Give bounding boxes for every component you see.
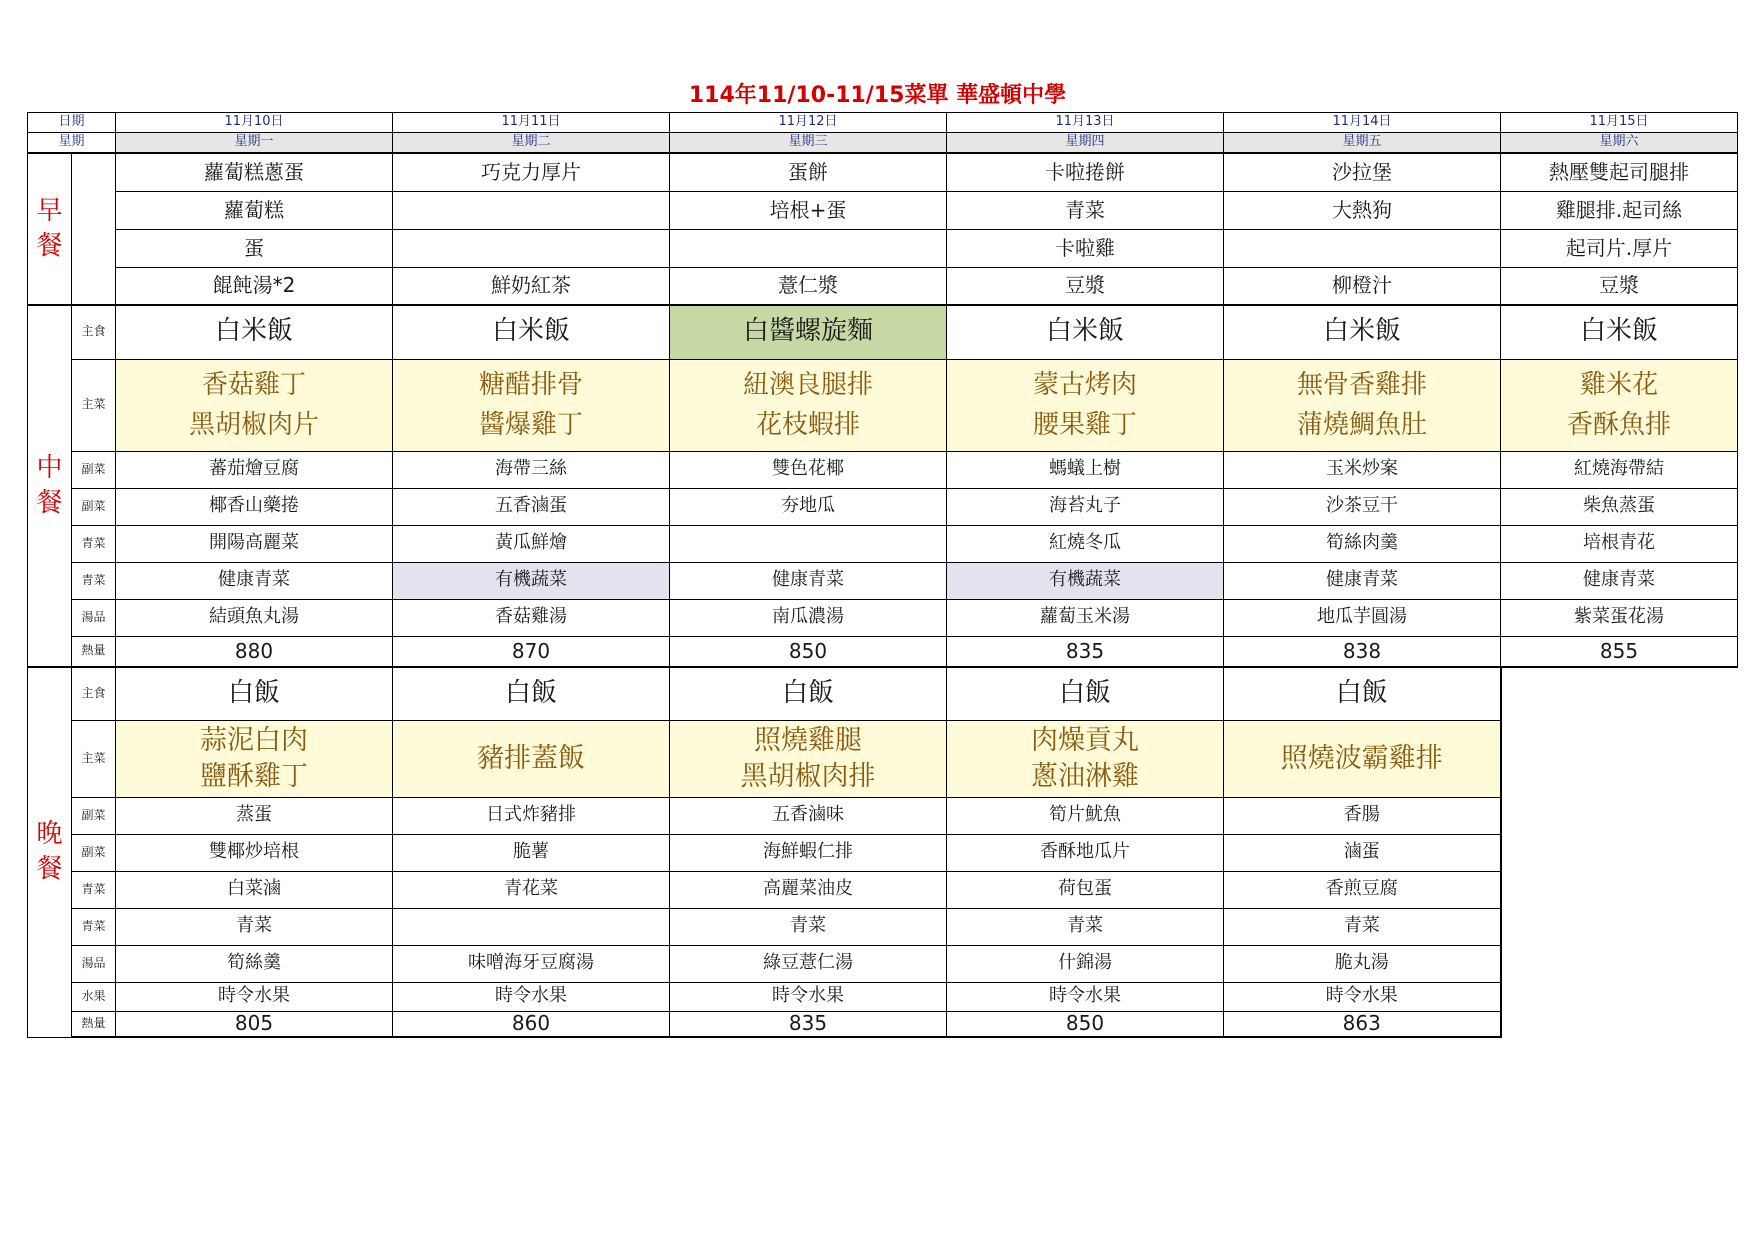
dinner-item: 白飯 (670, 667, 947, 720)
dinner-item: 脆薯 (393, 834, 670, 871)
dinner-item: 香酥地瓜片 (947, 834, 1224, 871)
breakfast-item: 卡啦捲餅 (947, 153, 1224, 191)
lunch-item: 玉米炒案 (1224, 451, 1501, 488)
dinner-item: 脆丸湯 (1224, 945, 1501, 982)
breakfast-item: 青菜 (947, 191, 1224, 229)
lunch-item: 地瓜芋圓湯 (1224, 599, 1501, 636)
dinner-item: 什錦湯 (947, 945, 1224, 982)
lunch-main-dish (393, 359, 670, 451)
dinner-main-dish (1224, 720, 1501, 797)
dinner-item: 時令水果 (393, 982, 670, 1011)
lunch-main-dish (670, 359, 947, 451)
main-dish-line: 黑胡椒肉片 (188, 410, 319, 440)
dinner-item: 荷包蛋 (947, 871, 1224, 908)
lunch-item: 五香滷蛋 (393, 488, 670, 525)
dinner-row-label: 熱量 (72, 1011, 116, 1037)
lunch-main-dish (1501, 359, 1738, 451)
lunch-item: 海帶三絲 (393, 451, 670, 488)
lunch-label-text: 中 餐 (36, 452, 63, 518)
breakfast-item: 蘿蔔糕蔥蛋 (116, 153, 393, 191)
dinner-item: 青菜 (1224, 908, 1501, 945)
breakfast-item (393, 191, 670, 229)
breakfast-item: 豆漿 (1501, 267, 1738, 305)
lunch-item (670, 525, 947, 562)
main-dish-line: 無骨香雞排 (1296, 369, 1427, 400)
lunch-main-dish (1224, 359, 1501, 451)
main-dish-line: 蒜泥白肉 (200, 725, 308, 757)
dinner-item: 日式炸豬排 (393, 797, 670, 834)
dinner-row-label: 主菜 (72, 720, 116, 797)
breakfast-label-text: 早 餐 (36, 195, 63, 261)
breakfast-label (28, 153, 72, 305)
dinner-row-label: 湯品 (72, 945, 116, 982)
lunch-item: 黃瓜鮮燴 (393, 525, 670, 562)
breakfast-item: 豆漿 (947, 267, 1224, 305)
lunch-item: 白米飯 (947, 305, 1224, 359)
dinner-item: 863 (1224, 1011, 1501, 1037)
dinner-main-dish (116, 720, 393, 797)
lunch-item: 白米飯 (116, 305, 393, 359)
weekday-cell: 星期六 (1501, 133, 1738, 154)
lunch-row-label: 主食 (72, 305, 116, 359)
breakfast-item (393, 229, 670, 267)
dinner-row-label: 副菜 (72, 797, 116, 834)
breakfast-sublabel-blank (72, 153, 116, 305)
lunch-item: 椰香山藥捲 (116, 488, 393, 525)
main-dish-line: 蔥油淋雞 (1031, 760, 1139, 792)
dinner-item: 海鮮蝦仁排 (670, 834, 947, 871)
dinner-item: 時令水果 (670, 982, 947, 1011)
breakfast-item: 鮮奶紅茶 (393, 267, 670, 305)
lunch-item: 蘿蔔玉米湯 (947, 599, 1224, 636)
dinner-item: 味噌海牙豆腐湯 (393, 945, 670, 982)
dinner-item: 滷蛋 (1224, 834, 1501, 871)
dinner-item: 青花菜 (393, 871, 670, 908)
dinner-row-label: 主食 (72, 667, 116, 720)
lunch-item: 雙色花椰 (670, 451, 947, 488)
main-dish-line: 蒲燒鯛魚肚 (1296, 410, 1427, 440)
dinner-item: 雙椰炒培根 (116, 834, 393, 871)
lunch-row-label: 副菜 (72, 488, 116, 525)
main-dish-line: 蒙古烤肉 (1032, 369, 1137, 400)
date-cell: 11月14日 (1224, 113, 1501, 133)
dinner-empty-saturday (1501, 834, 1738, 871)
dinner-empty-saturday (1501, 797, 1738, 834)
dinner-empty-saturday (1501, 667, 1738, 720)
breakfast-item: 薏仁漿 (670, 267, 947, 305)
dinner-empty-saturday (1501, 871, 1738, 908)
main-dish-line: 黑胡椒肉排 (740, 760, 876, 792)
lunch-item: 筍絲肉羹 (1224, 525, 1501, 562)
main-dish-line: 雞米花 (1579, 369, 1658, 400)
lunch-row-label: 青菜 (72, 525, 116, 562)
breakfast-item (1224, 229, 1501, 267)
lunch-item: 健康青菜 (1501, 562, 1738, 599)
lunch-item: 南瓜濃湯 (670, 599, 947, 636)
dinner-item: 860 (393, 1011, 670, 1037)
lunch-row-label: 熱量 (72, 636, 116, 667)
weekday-header-label: 星期 (28, 133, 116, 154)
lunch-item: 健康青菜 (1224, 562, 1501, 599)
main-dish-line: 糖醋排骨 (478, 369, 583, 400)
lunch-item: 有機蔬菜 (947, 562, 1224, 599)
main-dish-line: 香菇雞丁 (201, 369, 306, 400)
dinner-item: 時令水果 (1224, 982, 1501, 1011)
lunch-item: 白米飯 (1501, 305, 1738, 359)
lunch-row-label: 湯品 (72, 599, 116, 636)
breakfast-item: 餛飩湯*2 (116, 267, 393, 305)
lunch-item: 香菇雞湯 (393, 599, 670, 636)
dinner-item (393, 908, 670, 945)
lunch-item: 結頭魚丸湯 (116, 599, 393, 636)
lunch-row-label: 青菜 (72, 562, 116, 599)
lunch-item: 開陽高麗菜 (116, 525, 393, 562)
dinner-item: 筍絲羹 (116, 945, 393, 982)
lunch-item: 夯地瓜 (670, 488, 947, 525)
lunch-item: 柴魚蒸蛋 (1501, 488, 1738, 525)
dinner-item: 白飯 (116, 667, 393, 720)
breakfast-item: 卡啦雞 (947, 229, 1224, 267)
breakfast-item: 柳橙汁 (1224, 267, 1501, 305)
main-dish-line: 照燒雞腿 (754, 725, 862, 757)
dinner-label (28, 667, 72, 1037)
breakfast-item: 雞腿排.起司絲 (1501, 191, 1738, 229)
weekday-cell: 星期二 (393, 133, 670, 154)
main-dish-line: 鹽酥雞丁 (200, 760, 308, 792)
dinner-item: 高麗菜油皮 (670, 871, 947, 908)
date-cell: 11月10日 (116, 113, 393, 133)
lunch-item: 海苔丸子 (947, 488, 1224, 525)
dinner-item: 五香滷味 (670, 797, 947, 834)
weekday-cell: 星期三 (670, 133, 947, 154)
main-dish-line: 豬排蓋飯 (477, 742, 585, 774)
breakfast-item: 沙拉堡 (1224, 153, 1501, 191)
breakfast-item: 熱壓雙起司腿排 (1501, 153, 1738, 191)
lunch-item: 880 (116, 636, 393, 667)
lunch-item: 835 (947, 636, 1224, 667)
main-dish-line: 腰果雞丁 (1032, 410, 1137, 440)
dinner-item: 筍片魷魚 (947, 797, 1224, 834)
lunch-label (28, 305, 72, 667)
lunch-item: 有機蔬菜 (393, 562, 670, 599)
dinner-row-label: 青菜 (72, 871, 116, 908)
dinner-item: 青菜 (947, 908, 1224, 945)
lunch-item: 健康青菜 (116, 562, 393, 599)
dinner-item: 白飯 (393, 667, 670, 720)
main-dish-line: 照燒波霸雞排 (1280, 742, 1443, 774)
lunch-item: 螞蟻上樹 (947, 451, 1224, 488)
main-dish-line: 肉燥貢丸 (1031, 725, 1139, 757)
lunch-item: 850 (670, 636, 947, 667)
lunch-main-dish (116, 359, 393, 451)
dinner-item: 白菜滷 (116, 871, 393, 908)
breakfast-item: 巧克力厚片 (393, 153, 670, 191)
weekday-cell: 星期五 (1224, 133, 1501, 154)
lunch-row-label: 主菜 (72, 359, 116, 451)
date-header-label: 日期 (28, 113, 116, 133)
page-title: 114年11/10-11/15菜單 華盛頓中學 (688, 83, 1067, 108)
weekday-cell: 星期一 (116, 133, 393, 154)
dinner-item: 香腸 (1224, 797, 1501, 834)
dinner-item: 白飯 (1224, 667, 1501, 720)
dinner-item: 時令水果 (947, 982, 1224, 1011)
lunch-item: 沙茶豆干 (1224, 488, 1501, 525)
breakfast-item: 蛋餅 (670, 153, 947, 191)
dinner-empty-saturday (1501, 982, 1738, 1011)
dinner-item: 綠豆薏仁湯 (670, 945, 947, 982)
dinner-empty-saturday (1501, 908, 1738, 945)
menu-table (27, 112, 1738, 1038)
lunch-item: 紅燒冬瓜 (947, 525, 1224, 562)
dinner-row-label: 水果 (72, 982, 116, 1011)
lunch-item: 白米飯 (393, 305, 670, 359)
breakfast-item: 蛋 (116, 229, 393, 267)
breakfast-item: 起司片.厚片 (1501, 229, 1738, 267)
dinner-item: 850 (947, 1011, 1224, 1037)
dinner-empty-saturday (1501, 720, 1738, 797)
dinner-row-label: 青菜 (72, 908, 116, 945)
dinner-item: 白飯 (947, 667, 1224, 720)
dinner-item: 青菜 (116, 908, 393, 945)
lunch-item: 870 (393, 636, 670, 667)
date-cell: 11月15日 (1501, 113, 1738, 133)
dinner-item: 835 (670, 1011, 947, 1037)
dinner-item: 香煎豆腐 (1224, 871, 1501, 908)
lunch-main-dish (947, 359, 1224, 451)
lunch-item: 健康青菜 (670, 562, 947, 599)
dinner-row-label: 副菜 (72, 834, 116, 871)
date-cell: 11月11日 (393, 113, 670, 133)
lunch-item: 紅燒海帶結 (1501, 451, 1738, 488)
main-dish-line: 醬爆雞丁 (478, 410, 583, 440)
dinner-empty-saturday (1501, 1011, 1738, 1037)
dinner-label-text: 晚 餐 (36, 819, 63, 885)
date-cell: 11月13日 (947, 113, 1224, 133)
lunch-item: 紫菜蛋花湯 (1501, 599, 1738, 636)
dinner-main-dish (393, 720, 670, 797)
dinner-main-dish (947, 720, 1224, 797)
dinner-item: 蒸蛋 (116, 797, 393, 834)
breakfast-item: 培根+蛋 (670, 191, 947, 229)
weekday-cell: 星期四 (947, 133, 1224, 154)
dinner-item: 時令水果 (116, 982, 393, 1011)
dinner-item: 805 (116, 1011, 393, 1037)
main-dish-line: 花枝蝦排 (755, 410, 860, 440)
lunch-item: 蕃茄燴豆腐 (116, 451, 393, 488)
date-cell: 11月12日 (670, 113, 947, 133)
breakfast-item (670, 229, 947, 267)
lunch-item: 838 (1224, 636, 1501, 667)
lunch-item: 白醬螺旋麵 (670, 305, 947, 359)
dinner-empty-saturday (1501, 945, 1738, 982)
main-dish-line: 香酥魚排 (1566, 410, 1671, 440)
breakfast-item: 蘿蔔糕 (116, 191, 393, 229)
lunch-row-label: 副菜 (72, 451, 116, 488)
dinner-main-dish (670, 720, 947, 797)
lunch-item: 白米飯 (1224, 305, 1501, 359)
lunch-item: 855 (1501, 636, 1738, 667)
lunch-item: 培根青花 (1501, 525, 1738, 562)
breakfast-item: 大熱狗 (1224, 191, 1501, 229)
main-dish-line: 紐澳良腿排 (742, 369, 873, 400)
dinner-item: 青菜 (670, 908, 947, 945)
